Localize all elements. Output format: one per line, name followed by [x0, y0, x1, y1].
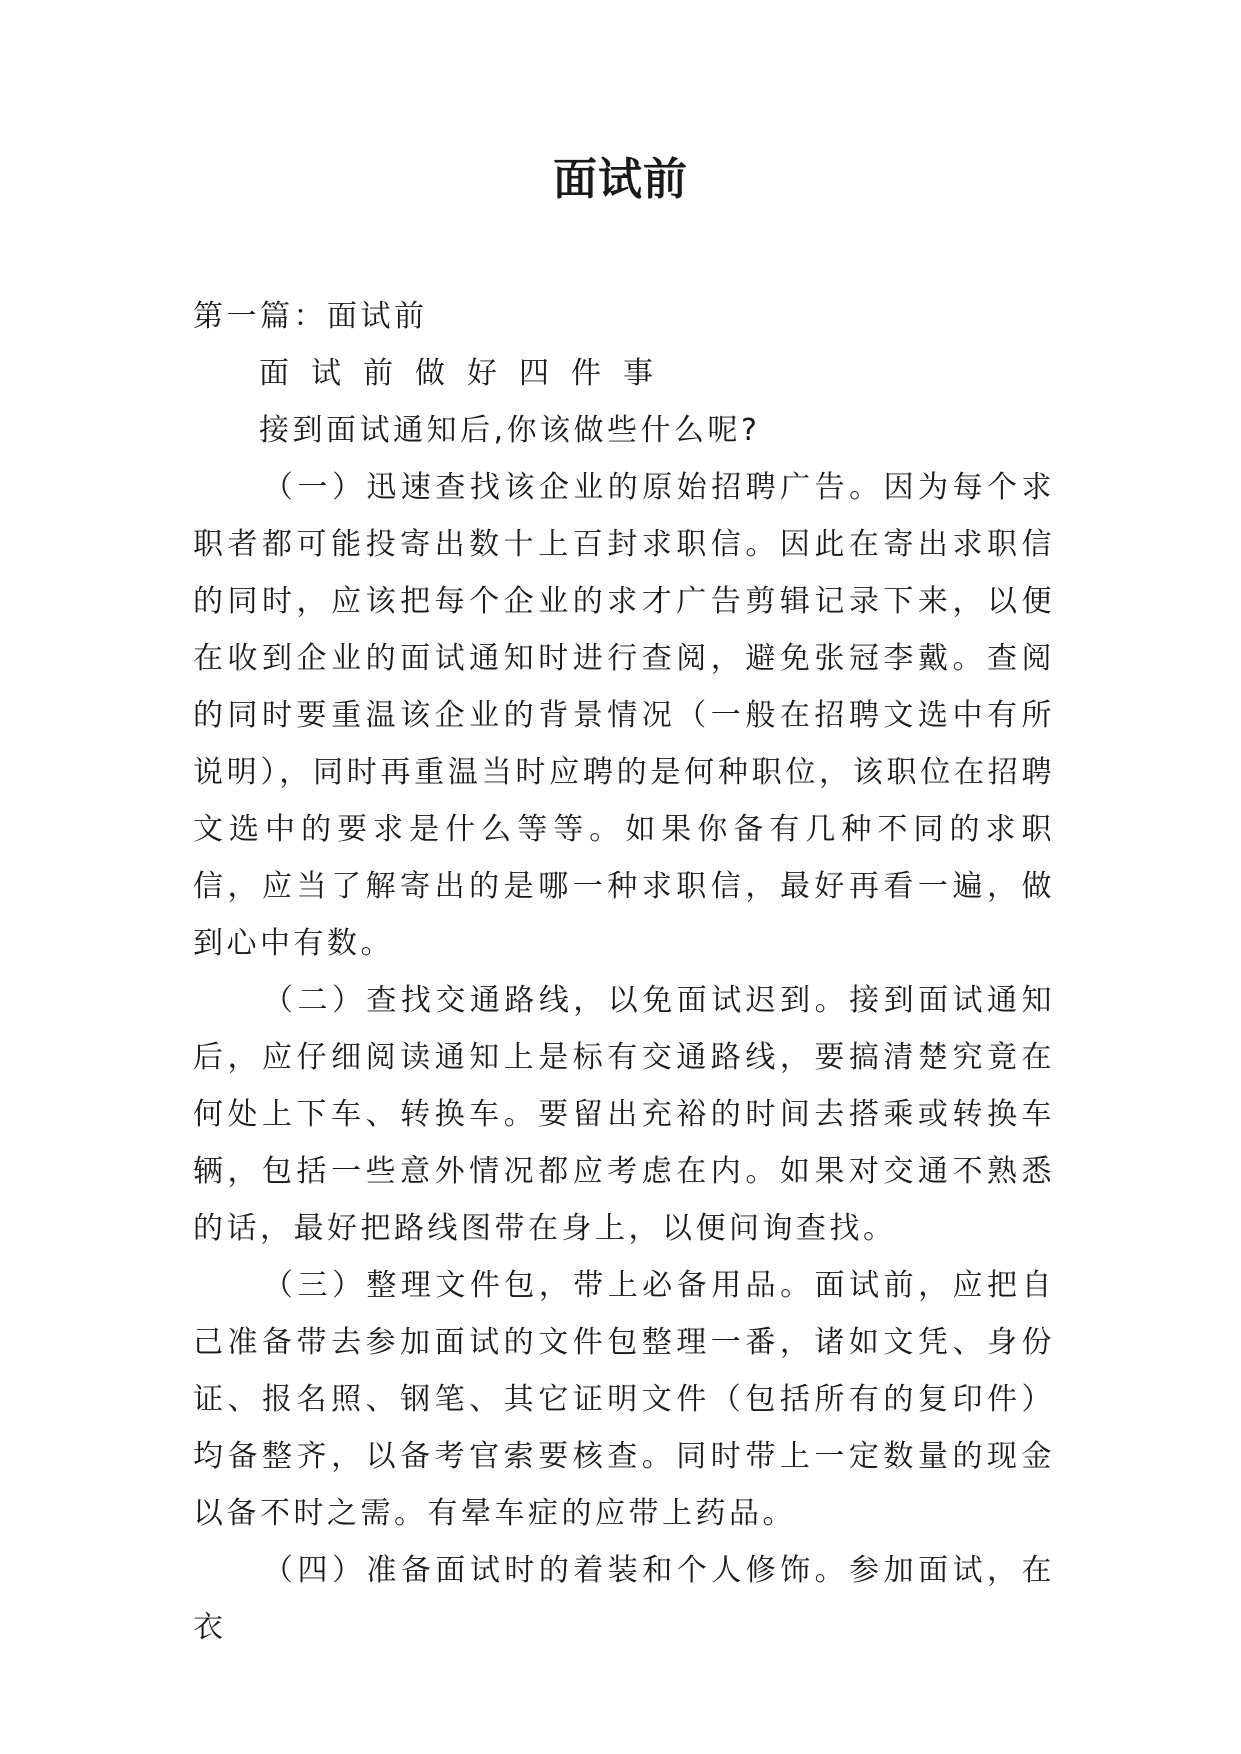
- subheading: 面试前做好四件事: [259, 356, 675, 391]
- chapter-heading: 第一篇：面试前: [193, 299, 428, 334]
- paragraph-2: （二）查找交通路线，以免面试迟到。接到面试通知后，应仔细阅读通知上是标有交通路线，要搞清楚究竟在何处上下车、转换车。要留出充裕的时间去搭乘或转换车辆，包括一些意外情况都应考虑在内。如果对交通不熟悉的话，最好把路线图带在身上，以便问询查找。: [193, 983, 1055, 1246]
- document-body: [193, 288, 1055, 1656]
- paragraph-4: （四）准备面试时的着装和个人修饰。参加面试，在衣: [193, 1553, 1055, 1645]
- document-title: 面试前: [553, 154, 688, 205]
- intro-line: 接到面试通知后,你该做些什么呢?: [259, 413, 761, 448]
- paragraph-1: （一）迅速查找该企业的原始招聘广告。因为每个求职者都可能投寄出数十上百封求职信。因此在寄出求职信的同时，应该把每个企业的求才广告剪辑记录下来，以便在收到企业的面试通知时进行查阅，避免张冠李戴。查阅的同时要重温该企业的背景情况（一般在招聘文选中有所说明），同时再重温当时应聘的是何种职位，该职位在招聘文选中的要求是什么等等。如果你备有几种不同的求职信，应当了解寄出的是哪一种求职信，最好再看一遍，做到心中有数。: [193, 470, 1055, 961]
- paragraph-3: （三）整理文件包，带上必备用品。面试前，应把自己准备带去参加面试的文件包整理一番，诸如文凭、身份证、报名照、钢笔、其它证明文件（包括所有的复印件）均备整齐，以备考官索要核查。同时带上一定数量的现金以备不时之需。有晕车症的应带上药品。: [193, 1268, 1055, 1531]
